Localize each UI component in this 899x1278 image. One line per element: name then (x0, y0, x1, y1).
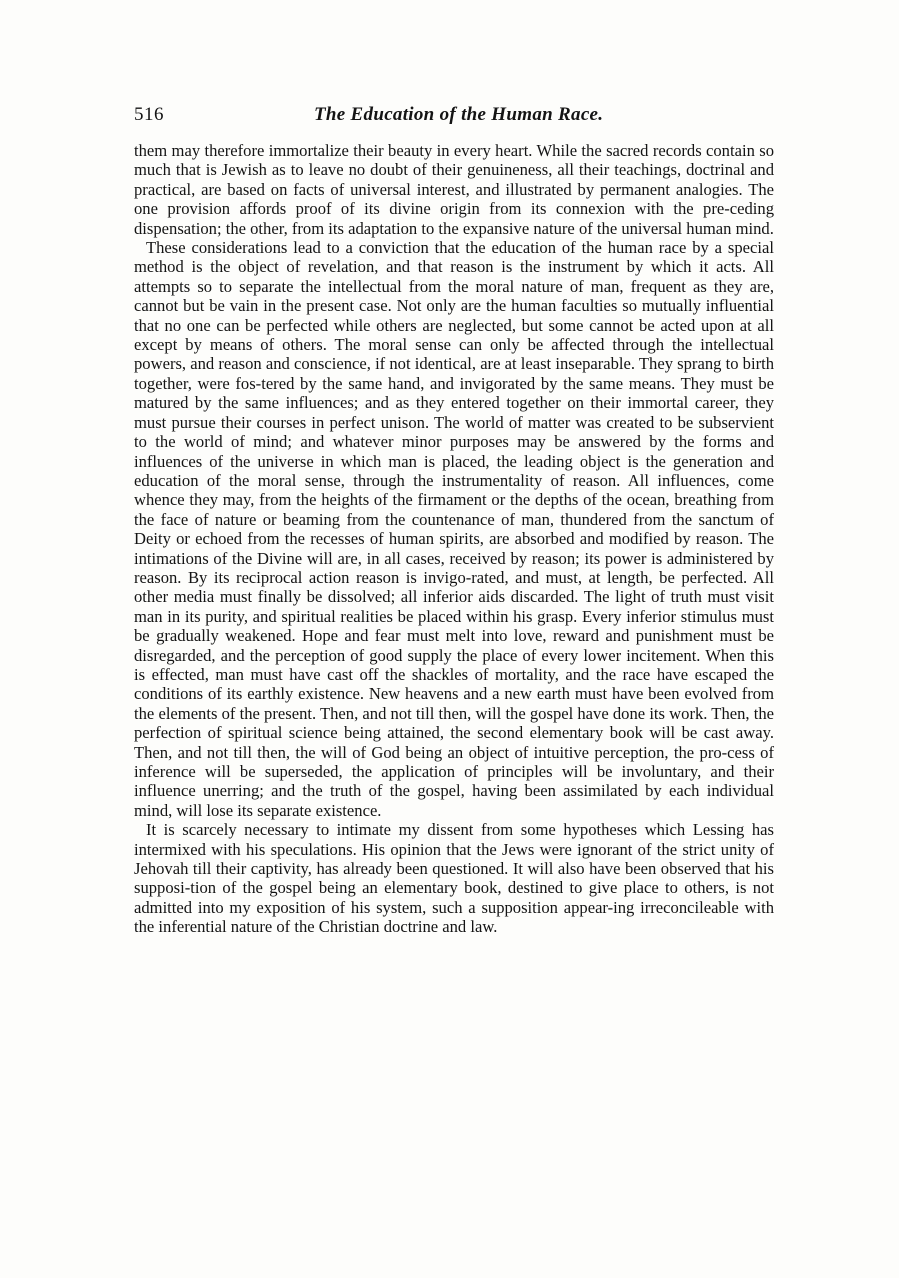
body-text (134, 141, 774, 937)
paragraph: It is scarcely necessary to intimate my dissent from some hypotheses which Lessing has intermixed with his speculations. His opinion that the Jews were ignorant of the strict unity of Jehovah till their captivity, has already been questioned. It will also have been observed that his supposi-tion of the gospel being an elementary book, destined to give place to others, is not admitted into my exposition of his system, such a supposition appear-ing irreconcileable with the inferential nature of the Christian doctrine and law. (134, 820, 774, 937)
page-header (134, 104, 774, 130)
running-title: The Education of the Human Race. (314, 104, 604, 125)
page-number: 516 (134, 104, 164, 125)
paragraph: These considerations lead to a conviction that the education of the human race by a special method is the object of revelation, and that reason is the instrument by which it acts. All attempts so to separate the intellectual from the moral nature of man, frequent as they are, cannot but be vain in the present case. Not only are the human faculties so mutually influential that no one can be perfected while others are neglected, but some cannot be acted upon at all except by means of others. The moral sense can only be affected through the intellectual powers, and reason and conscience, if not identical, are at least inseparable. They sprang to birth together, were fos-tered by the same hand, and invigorated by the same means. They must be matured by the same influences; and as they entered together on their immortal career, they must pursue their courses in perfect unison. The world of matter was created to be subservient to the world of mind; and whatever minor purposes may be answered by the forms and influences of the universe in which man is placed, the leading object is the generation and education of the moral sense, through the instrumentality of reason. All influences, come whence they may, from the heights of the firmament or the depths of the ocean, breathing from the face of nature or beaming from the countenance of man, thundered from the sanctum of Deity or echoed from the recesses of human spirits, are absorbed and modified by reason. The intimations of the Divine will are, in all cases, received by reason; its power is administered by reason. By its reciprocal action reason is invigo-rated, and must, at length, be perfected. All other media must finally be dissolved; all inferior aids discarded. The light of truth must visit man in its purity, and spiritual realities be placed within his grasp. Every inferior stimulus must be gradually weakened. Hope and fear must melt into love, reward and punishment must be disregarded, and the perception of good supply the place of every lower incitement. When this is effected, man must have cast off the shackles of mortality, and the race have escaped the conditions of its earthly existence. New heavens and a new earth must have been evolved from the elements of the present. Then, and not till then, will the gospel have done its work. Then, the perfection of spiritual science being attained, the second elementary book will be cast away. Then, and not till then, the will of God being an object of intuitive perception, the pro-cess of inference will be superseded, the application of principles will be involuntary, and their influence unerring; and the truth of the gospel, having been assimilated by each individual mind, will lose its separate existence. (134, 238, 774, 820)
paragraph: them may therefore immortalize their beauty in every heart. While the sacred records contain so much that is Jewish as to leave no doubt of their genuineness, all their teachings, doctrinal and practical, are based on facts of universal interest, and illustrated by permanent analogies. The one provision affords proof of its divine origin from its connexion with the pre-ceding dispensation; the other, from its adaptation to the expansive nature of the universal human mind. (134, 141, 774, 238)
